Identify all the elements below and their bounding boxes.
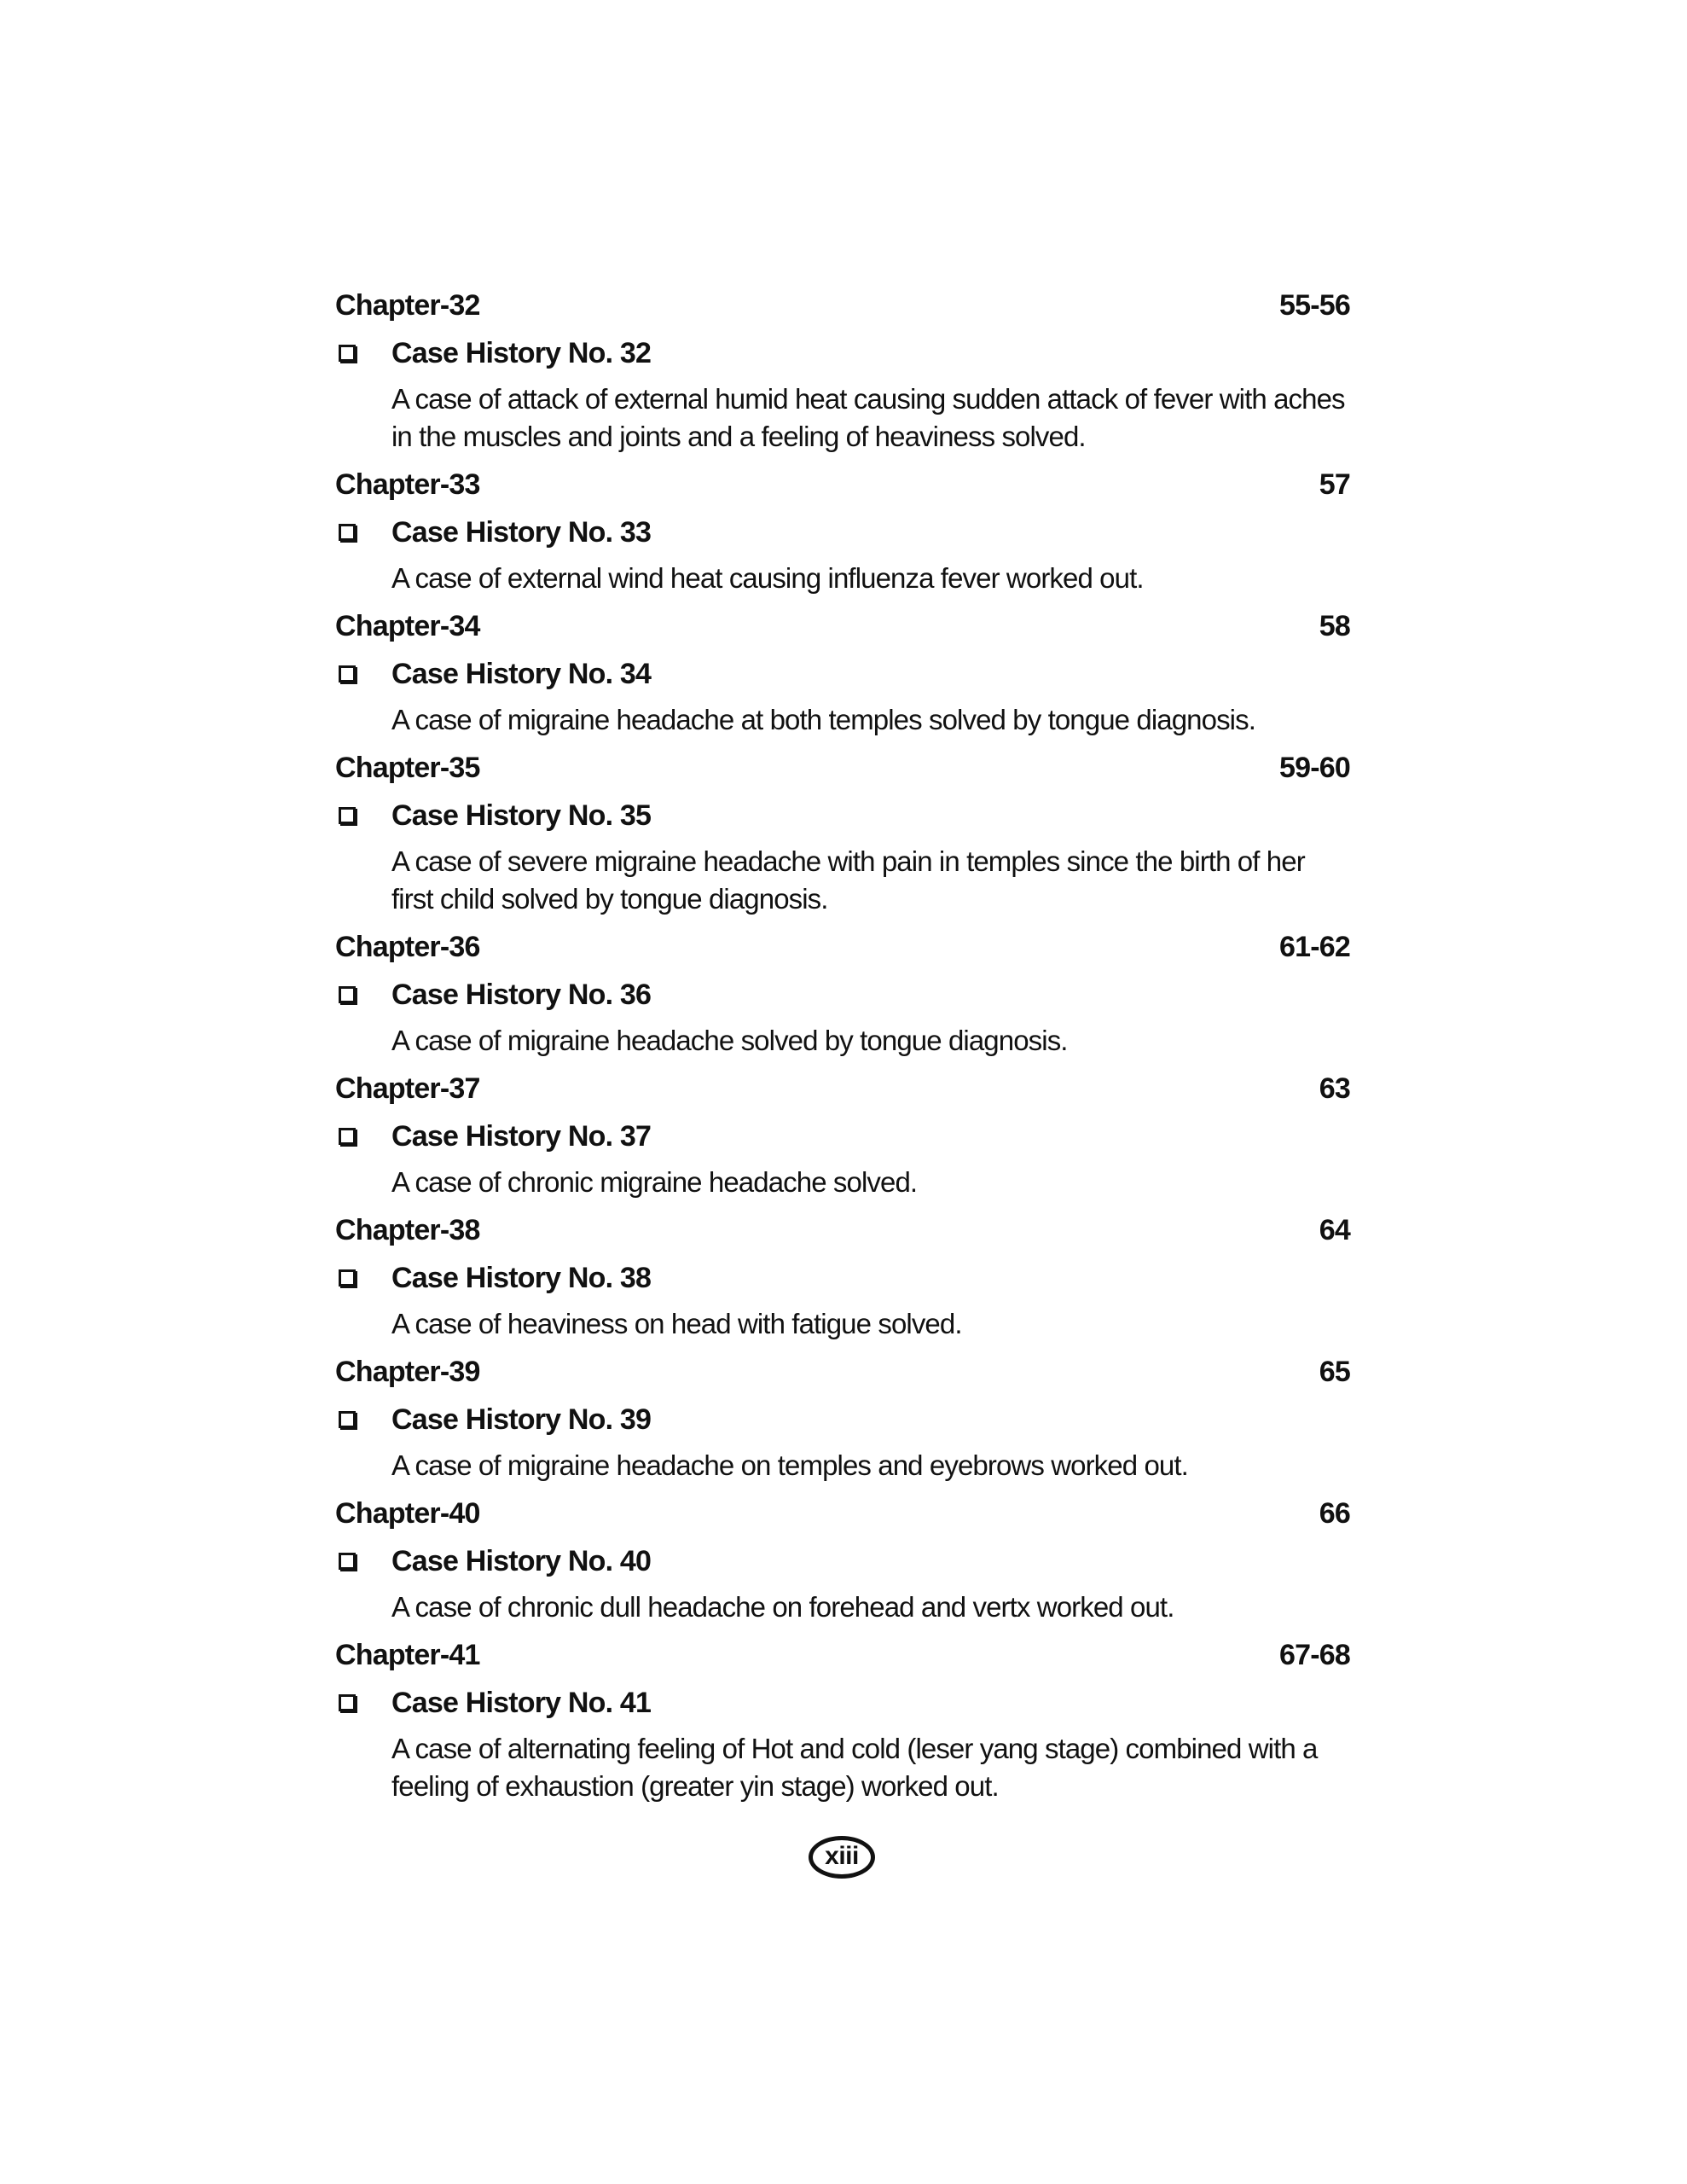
chapter-row (335, 928, 1350, 966)
chapter-title: Chapter-41 (335, 1638, 480, 1671)
case-description: A case of chronic dull headache on forehead and vertx worked out. (391, 1591, 1174, 1623)
checkbox-bullet-icon (339, 665, 356, 682)
chapter-title: Chapter-32 (335, 288, 480, 322)
chapter-row (335, 1070, 1350, 1107)
toc-entry-chapter-41 (335, 1636, 1350, 1805)
toc-entry-chapter-33 (335, 466, 1350, 597)
chapter-row (335, 287, 1350, 324)
toc-entry-chapter-36 (335, 928, 1350, 1060)
case-description: A case of migraine headache at both temples solved by tongue diagnosis. (391, 704, 1255, 735)
case-row (335, 797, 1350, 834)
case-description: A case of migraine headache on temples and eyebrows worked out. (391, 1449, 1188, 1481)
checkbox-bullet-icon (339, 524, 356, 541)
toc-entry-chapter-32 (335, 287, 1350, 456)
case-title: Case History No. 39 (391, 1403, 652, 1436)
chapter-title: Chapter-33 (335, 468, 480, 501)
case-description: A case of alternating feeling of Hot and cold (leser yang stage) combined with a feeling of exhaustion (greater yin stage) worked out. (391, 1733, 1318, 1802)
page-number: xiii (809, 1836, 875, 1879)
toc-entry-chapter-39 (335, 1353, 1350, 1484)
page-range: 61-62 (1279, 930, 1350, 963)
checkbox-bullet-icon (339, 1553, 356, 1570)
toc-entry-chapter-38 (335, 1211, 1350, 1343)
case-title: Case History No. 35 (391, 799, 652, 832)
case-title: Case History No. 33 (391, 515, 652, 549)
chapter-title: Chapter-35 (335, 751, 480, 784)
toc-entry-chapter-35 (335, 749, 1350, 918)
checkbox-bullet-icon (339, 1694, 356, 1711)
chapter-title: Chapter-34 (335, 609, 480, 642)
chapter-title: Chapter-37 (335, 1072, 480, 1105)
page-range: 63 (1319, 1072, 1350, 1105)
page-range: 65 (1319, 1355, 1350, 1388)
page-range: 59-60 (1279, 751, 1350, 784)
page-range: 55-56 (1279, 288, 1350, 322)
page-range: 58 (1319, 609, 1350, 642)
page-range: 64 (1319, 1213, 1350, 1246)
checkbox-bullet-icon (339, 1411, 356, 1428)
chapter-row (335, 466, 1350, 503)
checkbox-bullet-icon (339, 1128, 356, 1145)
chapter-row (335, 1495, 1350, 1532)
case-description: A case of migraine headache solved by tongue diagnosis. (391, 1025, 1068, 1056)
chapter-title: Chapter-39 (335, 1355, 480, 1388)
chapter-row (335, 1636, 1350, 1674)
checkbox-bullet-icon (339, 1269, 356, 1287)
toc-entry-chapter-37 (335, 1070, 1350, 1201)
case-row (335, 1542, 1350, 1580)
case-description: A case of chronic migraine headache solved. (391, 1166, 918, 1198)
chapter-title: Chapter-38 (335, 1213, 480, 1246)
case-description: A case of heaviness on head with fatigue solved. (391, 1308, 962, 1339)
checkbox-bullet-icon (339, 345, 356, 362)
case-row (335, 334, 1350, 372)
case-title: Case History No. 41 (391, 1686, 652, 1719)
case-row (335, 976, 1350, 1014)
chapter-row (335, 749, 1350, 787)
case-row (335, 514, 1350, 551)
case-title: Case History No. 37 (391, 1119, 652, 1153)
chapter-row (335, 1211, 1350, 1249)
chapter-title: Chapter-36 (335, 930, 480, 963)
case-title: Case History No. 36 (391, 978, 652, 1011)
page-range: 66 (1319, 1496, 1350, 1530)
page-range: 57 (1319, 468, 1350, 501)
case-row (335, 1118, 1350, 1155)
checkbox-bullet-icon (339, 986, 356, 1003)
case-title: Case History No. 34 (391, 657, 652, 690)
case-title: Case History No. 38 (391, 1261, 652, 1294)
toc-entry-chapter-34 (335, 607, 1350, 739)
chapter-row (335, 607, 1350, 645)
case-description: A case of external wind heat causing influenza fever worked out. (391, 562, 1144, 594)
case-row (335, 1401, 1350, 1438)
chapter-row (335, 1353, 1350, 1391)
table-of-contents (335, 287, 1350, 1805)
case-description: A case of severe migraine headache with pain in temples since the birth of her first child solved by tongue diagnosis. (391, 845, 1305, 915)
case-row (335, 1259, 1350, 1297)
case-row (335, 655, 1350, 693)
case-row (335, 1684, 1350, 1722)
case-description: A case of attack of external humid heat causing sudden attack of fever with aches in the muscles and joints and a feeling of heaviness solved. (391, 383, 1345, 452)
toc-entry-chapter-40 (335, 1495, 1350, 1626)
checkbox-bullet-icon (339, 807, 356, 824)
case-title: Case History No. 40 (391, 1544, 652, 1577)
chapter-title: Chapter-40 (335, 1496, 480, 1530)
page-range: 67-68 (1279, 1638, 1350, 1671)
case-title: Case History No. 32 (391, 336, 652, 369)
